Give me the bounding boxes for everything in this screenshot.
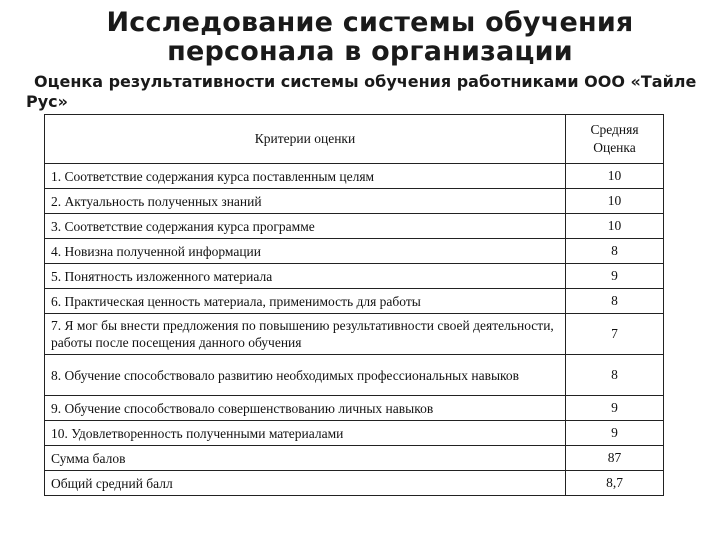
criterion-cell: 9. Обучение способствовало совершенствованию личных навыков [45, 396, 566, 421]
table-row [45, 189, 664, 214]
sum-row [45, 446, 664, 471]
table-header-row [45, 115, 664, 164]
score-cell: 9 [566, 396, 664, 421]
score-cell: 8 [566, 239, 664, 264]
table-row [45, 314, 664, 355]
title-line-1: Исследование системы обучения [106, 7, 634, 38]
subtitle-line-1: Оценка результативности системы обучения работниками ООО «Тайле [34, 72, 697, 91]
header-criteria: Критерии оценки [45, 115, 566, 164]
page-title [0, 8, 720, 66]
average-row [45, 471, 664, 496]
subtitle [26, 72, 700, 112]
table-row [45, 239, 664, 264]
table-row [45, 264, 664, 289]
criterion-cell: 3. Соответствие содержания курса программе [45, 214, 566, 239]
header-score-line-2: Оценка [593, 140, 636, 155]
sum-value: 87 [566, 446, 664, 471]
criterion-cell: 6. Практическая ценность материала, применимость для работы [45, 289, 566, 314]
score-cell: 8 [566, 355, 664, 396]
table-row [45, 355, 664, 396]
average-value: 8,7 [566, 471, 664, 496]
table-row [45, 164, 664, 189]
score-cell: 9 [566, 264, 664, 289]
header-score-line-1: Средняя [590, 122, 639, 137]
criterion-cell: 1. Соответствие содержания курса поставленным целям [45, 164, 566, 189]
subtitle-line-2: Рус» [26, 92, 68, 111]
criterion-cell: 4. Новизна полученной информации [45, 239, 566, 264]
criteria-table [44, 114, 664, 496]
title-line-2: персонала в организации [167, 36, 573, 67]
score-cell: 10 [566, 189, 664, 214]
score-cell: 10 [566, 214, 664, 239]
average-label: Общий средний балл [45, 471, 566, 496]
score-cell: 8 [566, 289, 664, 314]
criterion-cell: 8. Обучение способствовало развитию необходимых профессиональных навыков [45, 355, 566, 396]
table-row [45, 421, 664, 446]
sum-label: Сумма балов [45, 446, 566, 471]
score-cell: 7 [566, 314, 664, 355]
table-row [45, 289, 664, 314]
criterion-cell: 5. Понятность изложенного материала [45, 264, 566, 289]
header-average-score [566, 115, 664, 164]
score-cell: 9 [566, 421, 664, 446]
criterion-cell: 10. Удовлетворенность полученными материалами [45, 421, 566, 446]
score-cell: 10 [566, 164, 664, 189]
criterion-cell: 2. Актуальность полученных знаний [45, 189, 566, 214]
table-row [45, 396, 664, 421]
criterion-cell: 7. Я мог бы внести предложения по повышению результативности своей деятельности, работы после посещения данного обучения [45, 314, 566, 355]
table-row [45, 214, 664, 239]
